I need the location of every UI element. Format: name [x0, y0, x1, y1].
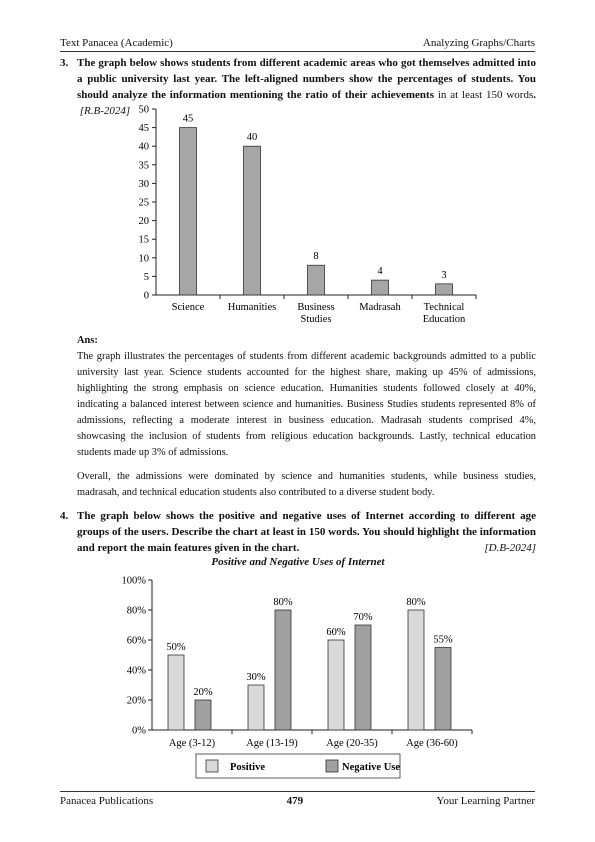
x-category-label: Studies	[300, 314, 332, 325]
question-4	[60, 508, 536, 556]
y-tick-label: 40	[138, 141, 149, 153]
bar-value-label: 70%	[353, 612, 373, 623]
y-tick-label: 5	[143, 271, 149, 283]
bar-value-label: 50%	[166, 642, 186, 653]
bar-negative	[435, 648, 451, 731]
bar-value-label: 3	[441, 269, 447, 281]
answer-label: Ans:	[77, 335, 98, 346]
y-tick-label: 15	[138, 234, 149, 246]
legend-swatch	[206, 760, 218, 772]
page-number: 479	[286, 795, 304, 807]
bar-value-label: 4	[377, 266, 383, 278]
y-tick-label: 10	[138, 253, 149, 265]
question-4-source: [D.B-2024]	[484, 542, 536, 554]
bar-negative	[355, 625, 371, 730]
footer-rule	[60, 791, 535, 792]
bar-value-label: 55%	[433, 634, 453, 646]
x-category-label: Education	[422, 314, 466, 325]
footer-publisher: Panacea Publications	[60, 795, 154, 807]
y-tick-label: 50	[138, 104, 149, 116]
internet-use-bar-chart	[100, 570, 520, 782]
bar	[244, 146, 261, 295]
y-tick-label: 80%	[126, 605, 146, 617]
bar-positive	[408, 610, 424, 730]
answer-paragraph-2: Overall, the admissions were dominated by science and humanities students, while business studies, madrasah, and technical education students also contributed to a diverse student body.	[77, 471, 536, 498]
x-category-label: Business	[297, 302, 335, 313]
bar-value-label: 45	[182, 113, 194, 125]
bar-positive	[168, 655, 184, 730]
x-category-label: Age (36-60)	[406, 738, 458, 749]
question-3-text: The graph below shows students from different academic areas who got themselves admitted into a public university last year. The left-aligned numbers show the percentages of students. You should analyze the information mentioning the ratio of their achievements	[77, 57, 536, 101]
header-chapter-title: Analyzing Graphs/Charts	[422, 37, 535, 49]
bar-positive	[248, 685, 264, 730]
page-footer	[60, 795, 535, 807]
bar	[436, 284, 453, 295]
y-tick-label: 45	[138, 123, 149, 135]
question-3-source: [R.B-2024]	[79, 105, 131, 117]
x-category-label: Age (3-12)	[168, 738, 216, 749]
bar-negative	[195, 700, 211, 730]
y-tick-label: 40%	[126, 665, 146, 677]
bar-positive	[328, 640, 344, 730]
bar-value-label: 8	[313, 251, 319, 263]
x-category-label: Age (20-35)	[326, 738, 378, 749]
bar-value-label: 20%	[193, 687, 213, 698]
answer-paragraph-1: The graph illustrates the percentages of students from different academic backgrounds admitted to a public university last year. Science students accounted for the highest share, making up 45% of admissions, highlighting the strong emphasis on science education. Humanities students followed closely at 40%, indicating a balanced interest between science and humanities. Business Studies students represented 8% of admissions, reflecting a moderate interest in business education. Madrasah students comprised 4%, showcasing the inclusion of students from religious education backgrounds. Lastly, technical education students made up 3% of admissions.	[77, 351, 536, 458]
y-tick-label: 0	[143, 290, 149, 302]
y-tick-label: 25	[138, 197, 149, 209]
question-4-text: The graph below shows the positive and negative uses of Internet according to different age groups of the users. Describe the chart at least in 150 words. You should highlight the information and report the main features given in the chart.	[77, 510, 536, 554]
question-3-period: .	[533, 89, 536, 101]
bar	[180, 128, 197, 295]
y-tick-label: 20	[138, 216, 149, 228]
bar	[372, 280, 389, 295]
y-tick-label: 30	[138, 178, 149, 190]
bar-value-label: 40	[246, 132, 258, 144]
y-tick-label: 35	[138, 160, 149, 172]
bar-value-label: 60%	[326, 627, 346, 638]
y-tick-label: 20%	[126, 695, 146, 707]
y-tick-label: 60%	[126, 635, 146, 647]
legend-label: Negative Use	[342, 762, 401, 773]
header-rule	[60, 51, 535, 52]
page-header	[60, 37, 535, 49]
bar-value-label: 30%	[246, 672, 266, 683]
question-4-number: 4.	[60, 510, 69, 522]
x-category-label: Science	[171, 302, 205, 313]
chart-2-title: Positive and Negative Uses of Internet	[211, 556, 385, 568]
question-3-number: 3.	[60, 57, 69, 69]
bar-negative	[275, 610, 291, 730]
y-tick-label: 0%	[132, 725, 146, 737]
question-3-text-tail: in at least 150 words	[434, 89, 534, 101]
legend-label: Positive	[230, 762, 265, 773]
x-category-label: Humanities	[227, 302, 277, 313]
bar-value-label: 80%	[406, 597, 426, 608]
header-book-title: Text Panacea (Academic)	[60, 37, 173, 49]
answer-block	[77, 333, 536, 509]
footer-tagline: Your Learning Partner	[436, 795, 535, 807]
bar	[308, 265, 325, 295]
x-category-label: Madrasah	[359, 302, 401, 313]
legend-swatch	[326, 760, 338, 772]
x-category-label: Technical	[423, 302, 465, 313]
x-category-label: Age (13-19)	[246, 738, 298, 749]
y-tick-label: 100%	[121, 575, 146, 587]
bar-value-label: 80%	[273, 597, 293, 608]
admissions-bar-chart	[100, 100, 500, 332]
